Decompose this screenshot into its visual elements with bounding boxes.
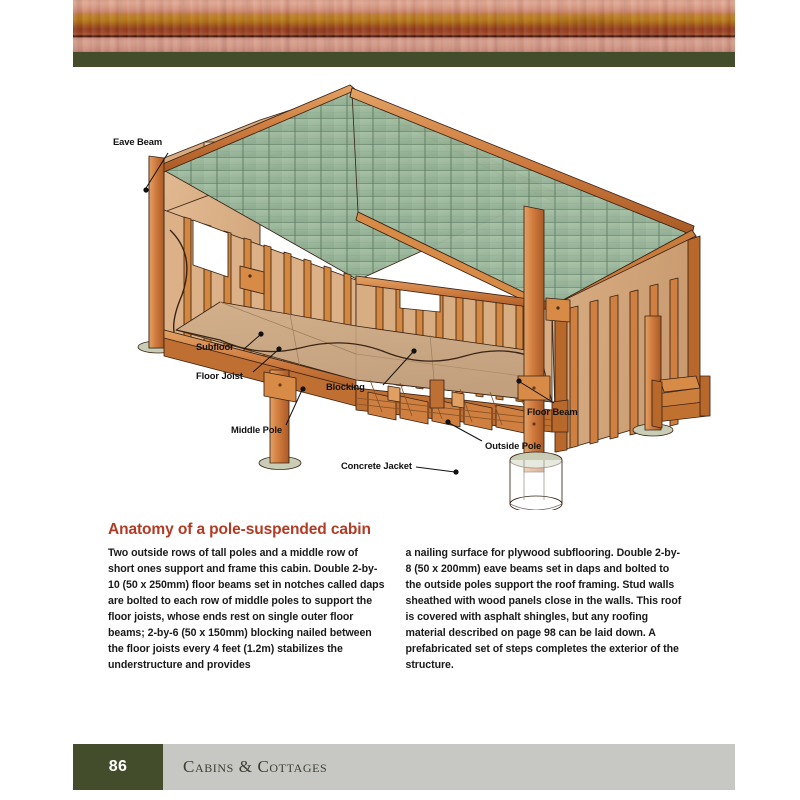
book-title: Cabins & Cottages <box>183 757 328 776</box>
callout-blocking: Blocking <box>326 381 365 392</box>
callout-floor-beam: Floor Beam <box>527 406 578 417</box>
cabin-cutaway-illustration <box>100 80 720 510</box>
callout-middle-pole: Middle Pole <box>231 424 282 435</box>
olive-green-strip <box>73 52 735 67</box>
article-column-left <box>108 545 386 674</box>
page-title: Anatomy of a pole-suspended cabin <box>108 521 371 538</box>
callout-floor-joist: Floor Joist <box>196 370 243 381</box>
body-paragraph-left: Two outside rows of tall poles and a middle row of short ones support and frame this cabin. Double 2-by-10 (50 x 250mm) floor beams set in notches called daps are bolted to each row of middle poles to support the floor joists, whose ends rest on single outer floor beams; 2-by-6 (50 x 150mm) blocking nailed between the floor joists every 4 feet (1.2m) stabilizes the understructure and provides <box>108 546 385 672</box>
callout-outside-pole: Outside Pole <box>485 440 542 451</box>
body-paragraph-right: a nailing surface for plywood subflooring. Double 2-by-8 (50 x 200mm) eave beams set in daps and bolted to the outside poles support the roof framing. Stud walls sheathed with wood panels close in the walls. This roof is covered with asphalt shingles, but any roofing material described on page 98 can be laid down. A prefabricated set of steps completes the exterior of the structure. <box>405 546 682 672</box>
article-columns <box>108 545 683 674</box>
page-number-box <box>73 744 163 790</box>
callout-eave-beam: Eave Beam <box>113 136 163 147</box>
callout-concrete-jacket: Concrete Jacket <box>341 460 412 471</box>
article-block <box>108 521 683 673</box>
footer-background-bar <box>73 744 735 790</box>
top-decorative-banner <box>73 0 735 67</box>
wood-grain-band <box>73 0 735 52</box>
article-column-right <box>406 545 684 674</box>
callout-subfloor: Subfloor <box>196 341 234 352</box>
page-number: 86 <box>108 758 128 775</box>
page-footer <box>73 744 735 790</box>
